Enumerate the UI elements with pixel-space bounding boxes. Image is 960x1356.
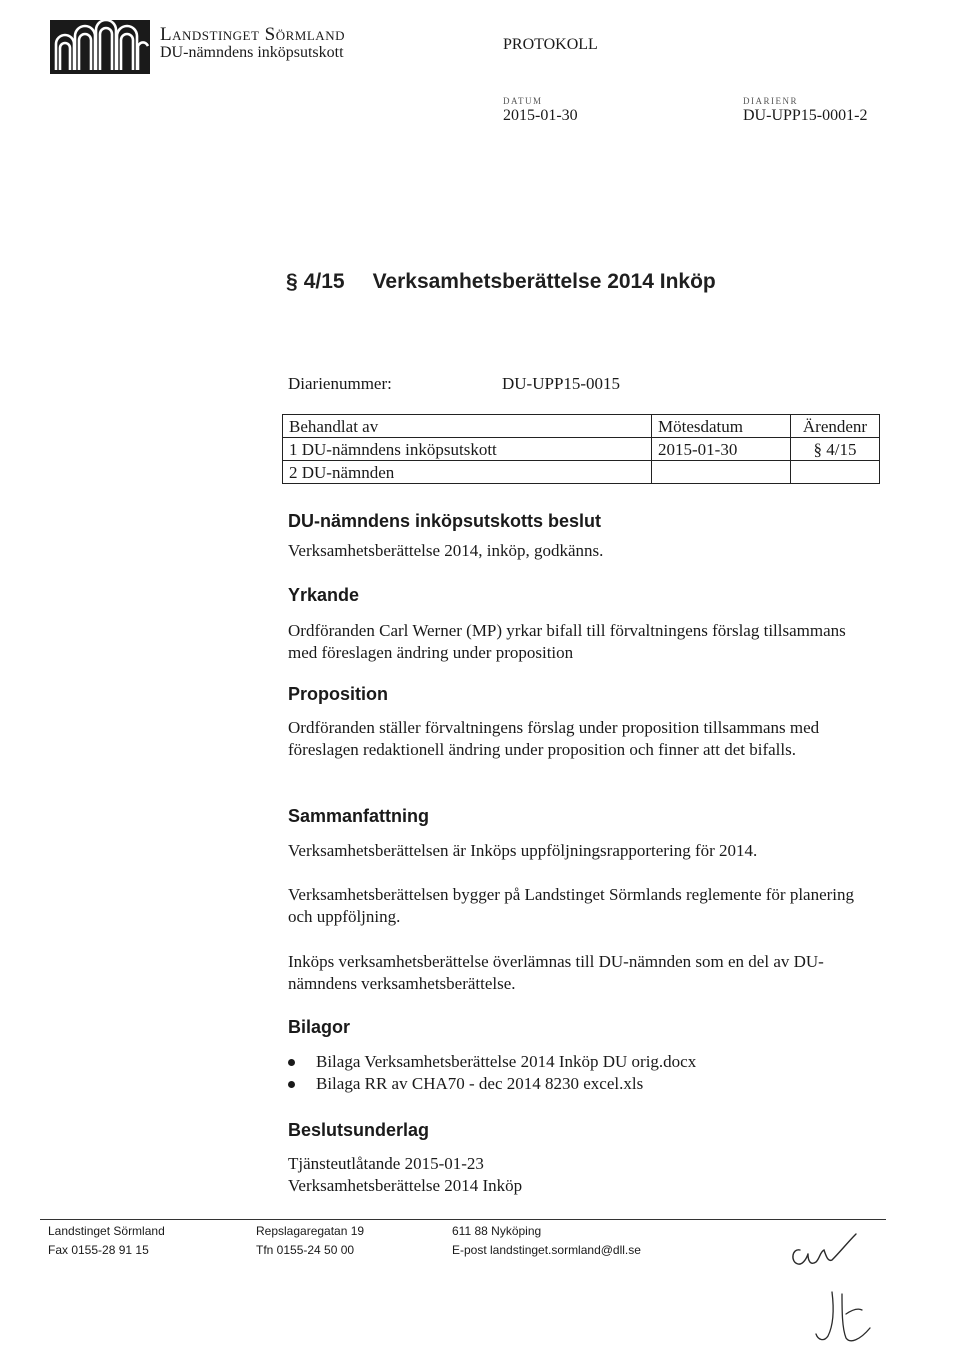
- section-title: [286, 270, 716, 294]
- organization-name: Landstinget Sörmland: [160, 24, 345, 45]
- section-title-text: Verksamhetsberättelse 2014 Inköp: [372, 270, 716, 293]
- bullet-icon: [288, 1081, 295, 1088]
- attachments-list: [288, 1051, 696, 1095]
- date-label: DATUM: [503, 96, 543, 106]
- attachment-name: Bilaga Verksamhetsberättelse 2014 Inköp DU orig.docx: [316, 1052, 697, 1071]
- table-row: [283, 438, 880, 461]
- decision-text: Verksamhetsberättelse 2014, inköp, godkänns.: [288, 541, 604, 560]
- crown-arches-logo-icon: [48, 14, 152, 76]
- unit-name: DU-nämndens inköpsutskott: [160, 44, 344, 61]
- summary-heading: Sammanfattning: [288, 806, 430, 826]
- registry-number-value: DU-UPP15-0001-2: [743, 107, 868, 124]
- section-number: 4/15: [303, 270, 345, 293]
- footer-fax: Fax 0155-28 91 15: [48, 1243, 149, 1257]
- case-number-value: DU-UPP15-0015: [502, 374, 621, 393]
- handwritten-signature-icon: [812, 1284, 876, 1348]
- decision-heading: DU-nämndens inköpsutskotts beslut: [288, 511, 602, 531]
- document-type: PROTOKOLL: [503, 36, 598, 53]
- list-item: [288, 1051, 696, 1073]
- table-header-cell: Behandlat av: [283, 415, 652, 438]
- bullet-icon: [288, 1059, 295, 1066]
- proposition-text: Ordföranden ställer förvaltningens förslag under proposition tillsammans med föreslagen redaktionell ändring under proposition och finner att det bifalls.: [288, 718, 820, 759]
- footer-street-address: Repslagaregatan 19: [256, 1224, 365, 1238]
- proposition-heading: Proposition: [288, 684, 388, 704]
- footer-phone: Tfn 0155-24 50 00: [256, 1243, 355, 1257]
- summary-paragraph: Verksamhetsberättelsen bygger på Landstinget Sörmlands reglemente för planering och uppföljning.: [288, 885, 855, 926]
- decision-basis-item: Verksamhetsberättelse 2014 Inköp: [288, 1176, 523, 1195]
- motion-heading: Yrkande: [288, 585, 360, 605]
- footer-organization: Landstinget Sörmland: [48, 1224, 165, 1238]
- registry-number-label: DIARIENR: [743, 96, 798, 106]
- decision-basis-heading: Beslutsunderlag: [288, 1120, 430, 1140]
- summary-paragraph: Verksamhetsberättelsen är Inköps uppföljningsrapportering för 2014.: [288, 841, 758, 860]
- decision-basis-item: Tjänsteutlåtande 2015-01-23: [288, 1154, 484, 1173]
- list-item: [288, 1073, 696, 1095]
- date-value: 2015-01-30: [503, 107, 578, 124]
- footer-postal-address: 611 88 Nyköping: [452, 1224, 542, 1238]
- table-cell: [652, 461, 791, 484]
- footer-email: E-post landstinget.sormland@dll.se: [452, 1243, 641, 1257]
- table-header-cell: Mötesdatum: [652, 415, 791, 438]
- handwritten-signature-icon: [786, 1228, 866, 1276]
- footer-divider: [40, 1219, 886, 1220]
- motion-text: Ordföranden Carl Werner (MP) yrkar bifall till förvaltningens förslag tillsammans med föreslagen ändring under proposition: [288, 621, 846, 662]
- case-number-label: Diarienummer:: [288, 374, 392, 393]
- paragraph-symbol: §: [286, 270, 298, 293]
- table-cell: 2015-01-30: [652, 438, 791, 461]
- table-cell: [791, 461, 880, 484]
- summary-paragraph: Inköps verksamhetsberättelse överlämnas till DU-nämnden som en del av DU-nämndens verksamhetsberättelse.: [288, 952, 824, 993]
- table-cell: § 4/15: [791, 438, 880, 461]
- table-row: [283, 461, 880, 484]
- table-header-row: [283, 415, 880, 438]
- table-cell: 2 DU-nämnden: [283, 461, 652, 484]
- attachment-name: Bilaga RR av CHA70 - dec 2014 8230 excel.xls: [316, 1074, 644, 1093]
- attachments-heading: Bilagor: [288, 1017, 351, 1037]
- table-header-cell: Ärendenr: [791, 415, 880, 438]
- handling-table: [282, 414, 880, 484]
- table-cell: 1 DU-nämndens inköpsutskott: [283, 438, 652, 461]
